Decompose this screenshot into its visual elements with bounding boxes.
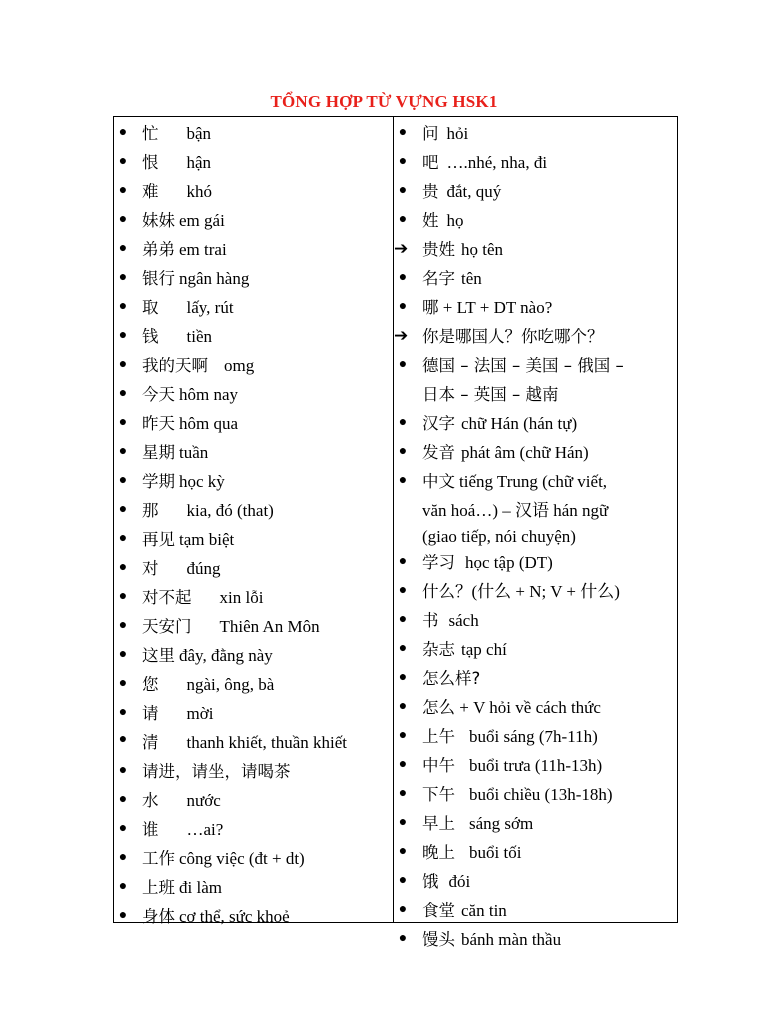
bullet-icon: ● xyxy=(398,786,408,801)
vocab-item xyxy=(118,177,388,206)
bullet-icon: ● xyxy=(118,415,128,430)
vocab-item xyxy=(398,664,674,693)
chinese-term: 请 xyxy=(142,704,159,723)
bullet-icon: ● xyxy=(118,879,128,894)
chinese-term: 钱 xyxy=(142,327,159,346)
bullet-icon: ● xyxy=(118,560,128,575)
chinese-term: 今天 xyxy=(142,385,175,404)
chinese-term: 取 xyxy=(142,298,159,317)
chinese-term: 再见 xyxy=(142,530,175,549)
vocab-item xyxy=(422,496,674,525)
vocab-item xyxy=(398,577,674,606)
vietnamese-meaning: buổi tối xyxy=(469,843,522,862)
vocab-item xyxy=(118,670,388,699)
chinese-term: 上班 xyxy=(142,878,175,897)
chinese-term: 名字 xyxy=(422,269,455,288)
bullet-icon: ● xyxy=(118,792,128,807)
chinese-term: 吧 xyxy=(422,153,439,172)
vietnamese-meaning: sách xyxy=(448,611,479,630)
vocab-item xyxy=(398,780,674,809)
chinese-term: 饿 xyxy=(422,872,439,891)
chinese-term: 昨天 xyxy=(142,414,175,433)
vocab-item xyxy=(118,235,388,264)
chinese-term: 怎么 xyxy=(422,698,455,717)
vocab-item xyxy=(398,548,674,577)
vietnamese-meaning: hỏi xyxy=(446,124,469,143)
chinese-term: 早上 xyxy=(422,814,455,833)
bullet-icon: ● xyxy=(118,357,128,372)
vocab-item xyxy=(118,496,388,525)
vocab-item xyxy=(422,380,674,409)
vietnamese-meaning: tạm biệt xyxy=(179,530,235,549)
bullet-icon: ● xyxy=(118,270,128,285)
vietnamese-meaning: thanh khiết, thuần khiết xyxy=(186,733,348,752)
chinese-term: 书 xyxy=(422,611,439,630)
chinese-term: 请进，请坐，请喝茶 xyxy=(142,762,291,781)
vietnamese-meaning: chữ Hán (hán tự) xyxy=(461,414,578,433)
chinese-term: 中文 xyxy=(422,472,455,491)
bullet-icon: ● xyxy=(398,873,408,888)
vietnamese-meaning: đây, đằng này xyxy=(179,646,273,665)
chinese-term: 忙 xyxy=(142,124,159,143)
vietnamese-meaning: phát âm (chữ Hán) xyxy=(461,443,589,462)
vietnamese-meaning: …ai? xyxy=(186,820,224,839)
vocab-item xyxy=(118,525,388,554)
chinese-term: 日本 – 英国 – 越南 xyxy=(422,385,559,404)
chinese-term: 清 xyxy=(142,733,159,752)
vocab-item xyxy=(118,873,388,902)
vocab-item xyxy=(118,409,388,438)
vocab-item xyxy=(398,177,674,206)
bullet-icon: ● xyxy=(398,612,408,627)
vietnamese-meaning: công việc (đt + dt) xyxy=(179,849,305,868)
vocab-item xyxy=(118,728,388,757)
vocab-item xyxy=(398,635,674,664)
vocab-item xyxy=(118,815,388,844)
bullet-icon: ● xyxy=(118,908,128,923)
vocab-item xyxy=(118,554,388,583)
chinese-term: 谁 xyxy=(142,820,159,839)
chinese-term: 贵 xyxy=(422,182,439,201)
vietnamese-meaning: bận xyxy=(186,124,212,143)
bullet-icon: ● xyxy=(398,757,408,772)
chinese-term: 下午 xyxy=(422,785,455,804)
vocab-item xyxy=(398,838,674,867)
vietnamese-meaning: tuần xyxy=(179,443,209,462)
vietnamese-meaning: lấy, rút xyxy=(186,298,234,317)
bullet-icon: ● xyxy=(398,699,408,714)
bullet-icon: ● xyxy=(118,386,128,401)
chinese-term: 弟弟 xyxy=(142,240,175,259)
chinese-term: 晚上 xyxy=(422,843,455,862)
vietnamese-meaning: hận xyxy=(186,153,212,172)
vietnamese-meaning: căn tin xyxy=(461,901,507,920)
vocab-item xyxy=(118,438,388,467)
vietnamese-meaning: sáng sớm xyxy=(469,814,534,833)
bullet-icon: ● xyxy=(398,183,408,198)
chinese-term: 我的天啊 xyxy=(142,356,208,375)
vocab-item xyxy=(398,896,674,925)
vocab-item xyxy=(398,467,674,496)
vocab-item xyxy=(118,583,388,612)
vietnamese-meaning: tên xyxy=(461,269,482,288)
vietnamese-meaning: buổi chiều (13h-18h) xyxy=(469,785,613,804)
vocab-item xyxy=(398,351,674,380)
vietnamese-meaning: họ xyxy=(446,211,464,230)
bullet-icon: ● xyxy=(118,531,128,546)
vocab-item xyxy=(398,119,674,148)
vietnamese-meaning: + V hỏi về cách thức xyxy=(455,698,601,717)
vocab-item xyxy=(118,786,388,815)
vocab-item xyxy=(118,467,388,496)
bullet-icon: ● xyxy=(398,154,408,169)
vocab-item xyxy=(118,699,388,728)
vocab-item xyxy=(118,148,388,177)
vocab-item xyxy=(398,264,674,293)
chinese-term: 哪 xyxy=(422,298,439,317)
bullet-icon: ● xyxy=(398,554,408,569)
vocab-item xyxy=(118,380,388,409)
vietnamese-meaning: ….nhé, nha, đi xyxy=(446,153,548,172)
bullet-icon: ● xyxy=(118,328,128,343)
vocab-item xyxy=(118,844,388,873)
bullet-icon: ● xyxy=(118,154,128,169)
vietnamese-meaning: omg xyxy=(224,356,255,375)
vietnamese-meaning: bánh màn thầu xyxy=(461,930,562,949)
vocab-item xyxy=(398,148,674,177)
vocab-item xyxy=(394,322,674,351)
vocab-item xyxy=(398,751,674,780)
chinese-term: 德国 – 法国 – 美国 – 俄国 – xyxy=(422,356,624,375)
bullet-icon: ● xyxy=(398,212,408,227)
vietnamese-meaning: họ tên xyxy=(461,240,504,259)
vietnamese-meaning: em trai xyxy=(179,240,227,259)
bullet-icon: ● xyxy=(398,270,408,285)
chinese-term: 天安门 xyxy=(142,617,192,636)
bullet-icon: ● xyxy=(118,125,128,140)
bullet-icon: ● xyxy=(398,125,408,140)
bullet-icon: ● xyxy=(118,647,128,662)
vocab-item xyxy=(118,351,388,380)
bullet-icon: ● xyxy=(398,815,408,830)
vietnamese-meaning: học kỳ xyxy=(179,472,225,491)
bullet-icon: ● xyxy=(118,183,128,198)
chinese-term: 星期 xyxy=(142,443,175,462)
bullet-icon: ● xyxy=(118,763,128,778)
vietnamese-meaning: mời xyxy=(186,704,214,723)
vocabulary-table xyxy=(113,116,678,949)
chinese-term: 食堂 xyxy=(422,901,455,920)
vietnamese-meaning: đắt, quý xyxy=(446,182,502,201)
vocab-item xyxy=(118,757,388,786)
vietnamese-meaning: hôm nay xyxy=(179,385,239,404)
bullet-icon: ● xyxy=(398,844,408,859)
vocab-item xyxy=(118,902,388,931)
bullet-icon: ● xyxy=(118,473,128,488)
bullet-icon: ● xyxy=(398,415,408,430)
chinese-term: 妹妹 xyxy=(142,211,175,230)
vocab-item xyxy=(398,809,674,838)
vietnamese-meaning: khó xyxy=(186,182,212,201)
vocab-item xyxy=(398,438,674,467)
vietnamese-meaning: cơ thể, sức khoẻ xyxy=(179,907,290,926)
chinese-term: 银行 xyxy=(142,269,175,288)
bullet-icon: ● xyxy=(398,299,408,314)
arrow-icon: ➔ xyxy=(394,326,409,346)
vocab-item xyxy=(118,641,388,670)
bullet-icon: ● xyxy=(398,357,408,372)
chinese-term: 上午 xyxy=(422,727,455,746)
bullet-icon: ● xyxy=(118,299,128,314)
chinese-term: 姓 xyxy=(422,211,439,230)
chinese-term: 学习 xyxy=(422,553,455,572)
vocab-item xyxy=(394,235,674,264)
chinese-term: 对不起 xyxy=(142,588,192,607)
vietnamese-meaning: xin lỗi xyxy=(219,588,264,607)
bullet-icon: ● xyxy=(398,670,408,685)
vietnamese-meaning: (giao tiếp, nói chuyện) xyxy=(422,527,576,546)
vietnamese-meaning: học tập (DT) xyxy=(465,553,553,572)
chinese-term: 怎么样? xyxy=(422,669,481,688)
vocab-item xyxy=(398,409,674,438)
right-column xyxy=(394,119,674,954)
bullet-icon: ● xyxy=(398,473,408,488)
chinese-term: 什么？ xyxy=(422,582,472,601)
bullet-icon: ● xyxy=(398,931,408,946)
vietnamese-meaning: kia, đó (that) xyxy=(186,501,274,520)
bullet-icon: ● xyxy=(118,821,128,836)
bullet-icon: ● xyxy=(118,676,128,691)
chinese-term: 发音 xyxy=(422,443,455,462)
bullet-icon: ● xyxy=(118,732,128,747)
vietnamese-meaning: nước xyxy=(186,791,221,810)
chinese-term: 学期 xyxy=(142,472,175,491)
bullet-icon: ● xyxy=(118,444,128,459)
chinese-term: 你是哪国人？你吃哪个？ xyxy=(422,327,604,346)
chinese-term: 中午 xyxy=(422,756,455,775)
chinese-term: 这里 xyxy=(142,646,175,665)
chinese-term: 馒头 xyxy=(422,930,455,949)
chinese-term: 水 xyxy=(142,791,159,810)
vocab-item xyxy=(118,322,388,351)
vietnamese-meaning: tạp chí xyxy=(461,640,507,659)
chinese-term: 那 xyxy=(142,501,159,520)
bullet-icon: ● xyxy=(118,850,128,865)
vietnamese-meaning: tiền xyxy=(186,327,212,346)
chinese-term: 恨 xyxy=(142,153,159,172)
bullet-icon: ● xyxy=(398,641,408,656)
chinese-term: 汉字 xyxy=(422,414,455,433)
bullet-icon: ● xyxy=(118,589,128,604)
vocab-item xyxy=(118,293,388,322)
vietnamese-meaning: em gái xyxy=(179,211,225,230)
vietnamese-meaning: đói xyxy=(448,872,471,891)
bullet-icon: ● xyxy=(118,705,128,720)
vietnamese-meaning: (什么 + N; V + 什么) xyxy=(471,582,620,601)
vocab-item xyxy=(398,693,674,722)
vietnamese-meaning: hôm qua xyxy=(179,414,239,433)
vietnamese-meaning: + LT + DT nào? xyxy=(438,298,553,317)
arrow-icon: ➔ xyxy=(394,239,409,259)
vocab-item xyxy=(398,925,674,954)
vietnamese-meaning: buổi trưa (11h-13h) xyxy=(469,756,603,775)
chinese-term: 杂志 xyxy=(422,640,455,659)
vocab-item xyxy=(398,606,674,635)
bullet-icon: ● xyxy=(398,583,408,598)
vocab-item xyxy=(118,264,388,293)
vocab-item xyxy=(398,206,674,235)
vocab-item xyxy=(422,525,674,548)
left-column xyxy=(118,119,388,931)
chinese-term: 难 xyxy=(142,182,159,201)
page-title: TỔNG HỢP TỪ VỰNG HSK1 xyxy=(270,92,498,111)
vietnamese-meaning: buổi sáng (7h-11h) xyxy=(469,727,598,746)
bullet-icon: ● xyxy=(118,502,128,517)
bullet-icon: ● xyxy=(118,618,128,633)
chinese-term: 对 xyxy=(142,559,159,578)
bullet-icon: ● xyxy=(118,241,128,256)
vocab-item xyxy=(398,867,674,896)
vietnamese-meaning: Thiên An Môn xyxy=(219,617,320,636)
vietnamese-meaning: ngân hàng xyxy=(179,269,250,288)
vietnamese-meaning: văn hoá…) – 汉语 hán ngữ xyxy=(422,501,609,520)
vocab-item xyxy=(398,722,674,751)
vocab-item xyxy=(118,612,388,641)
vocab-item xyxy=(118,119,388,148)
bullet-icon: ● xyxy=(398,728,408,743)
vietnamese-meaning: đi làm xyxy=(179,878,222,897)
vocab-item xyxy=(398,293,674,322)
chinese-term: 工作 xyxy=(142,849,175,868)
vietnamese-meaning: đúng xyxy=(186,559,221,578)
vocab-item xyxy=(118,206,388,235)
chinese-term: 问 xyxy=(422,124,439,143)
vietnamese-meaning: ngài, ông, bà xyxy=(186,675,275,694)
bullet-icon: ● xyxy=(398,902,408,917)
chinese-term: 贵姓 xyxy=(422,240,455,259)
bullet-icon: ● xyxy=(398,444,408,459)
vietnamese-meaning: tiếng Trung (chữ viết, xyxy=(459,472,608,491)
chinese-term: 身体 xyxy=(142,907,175,926)
chinese-term: 您 xyxy=(142,675,159,694)
bullet-icon: ● xyxy=(118,212,128,227)
